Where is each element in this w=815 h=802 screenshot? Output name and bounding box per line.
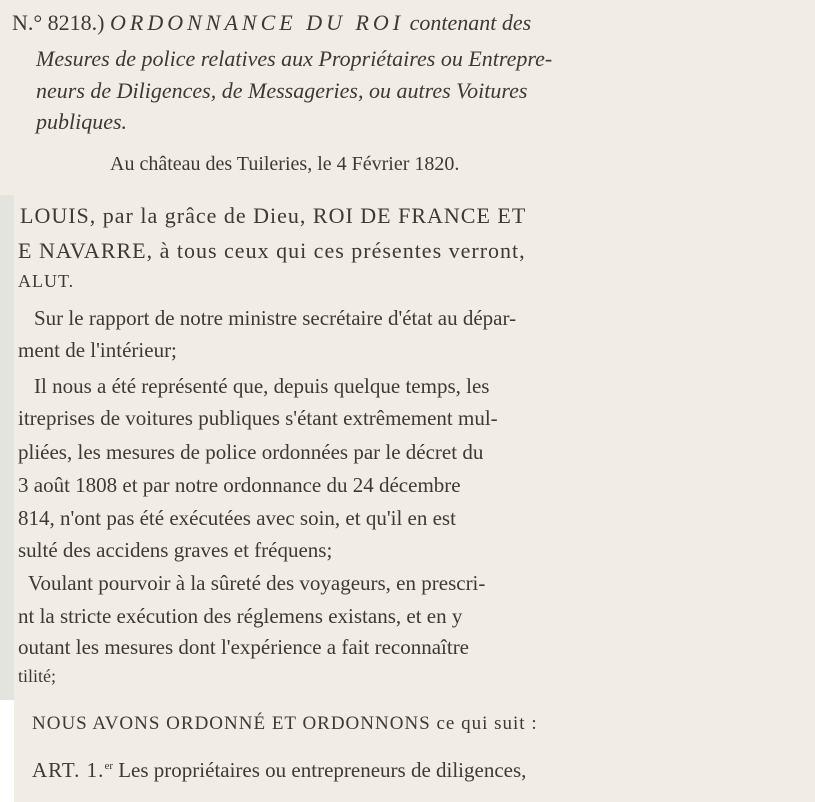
body-line-1: LOUIS, par la grâce de Dieu, ROI DE FRANCE ET xyxy=(20,203,527,228)
body-line-15: tilité; xyxy=(18,666,56,686)
article-label: ART. 1. xyxy=(32,758,105,782)
body-line-8: pliées, les mesures de police ordonnées par le décret du xyxy=(18,440,484,464)
ordinance-title-tail: contenant des xyxy=(404,10,532,35)
page-edge-shadow xyxy=(0,195,14,700)
ordinance-header-line4: publiques. xyxy=(36,109,128,134)
body-line-14: outant les mesures dont l'expérience a fait reconnaître xyxy=(18,635,470,659)
body-line-12: Voulant pourvoir à la sûreté des voyageurs, en prescri- xyxy=(28,571,486,595)
ordinance-number: N.° 8218.) xyxy=(12,10,105,35)
body-line-9: 3 août 1808 et par notre ordonnance du 24 décembre xyxy=(18,473,461,497)
ordinance-header-line2: Mesures de police relatives aux Propriétaires ou Entrepre- xyxy=(36,46,553,71)
page-edge-shadow-lower xyxy=(0,700,14,802)
body-line-3: ALUT. xyxy=(18,271,75,291)
body-line-2: E NAVARRE, à tous ceux qui ces présentes verront, xyxy=(18,238,526,263)
article-1-line xyxy=(32,758,526,783)
body-line-10: 814, n'ont pas été exécutées avec soin, et qu'il en est xyxy=(18,506,456,530)
body-line-4: Sur le rapport de notre ministre secrétaire d'état au dépar- xyxy=(34,306,517,330)
ordinance-header-line3: neurs de Diligences, de Messageries, ou autres Voitures xyxy=(36,78,528,103)
dateline: Au château des Tuileries, le 4 Février 1820. xyxy=(110,153,460,175)
body-line-5: ment de l'intérieur; xyxy=(18,338,177,362)
ordinance-header-line1 xyxy=(12,10,531,36)
body-line-13: nt la stricte exécution des réglemens existans, et en y xyxy=(18,604,463,628)
ordinance-title: ORDONNANCE DU ROI xyxy=(110,10,405,35)
article-1-text: Les propriétaires ou entrepreneurs de diligences, xyxy=(112,758,527,782)
body-line-11: sulté des accidens graves et fréquens; xyxy=(18,538,333,562)
article-ordinal-suffix: er xyxy=(104,760,113,772)
body-line-6: Il nous a été représenté que, depuis quelque temps, les xyxy=(34,374,490,398)
body-line-7: itreprises de voitures publiques s'étant extrêmement mul- xyxy=(18,406,498,430)
body-line-16: NOUS AVONS ORDONNÉ ET ORDONNONS ce qui suit : xyxy=(32,713,538,734)
